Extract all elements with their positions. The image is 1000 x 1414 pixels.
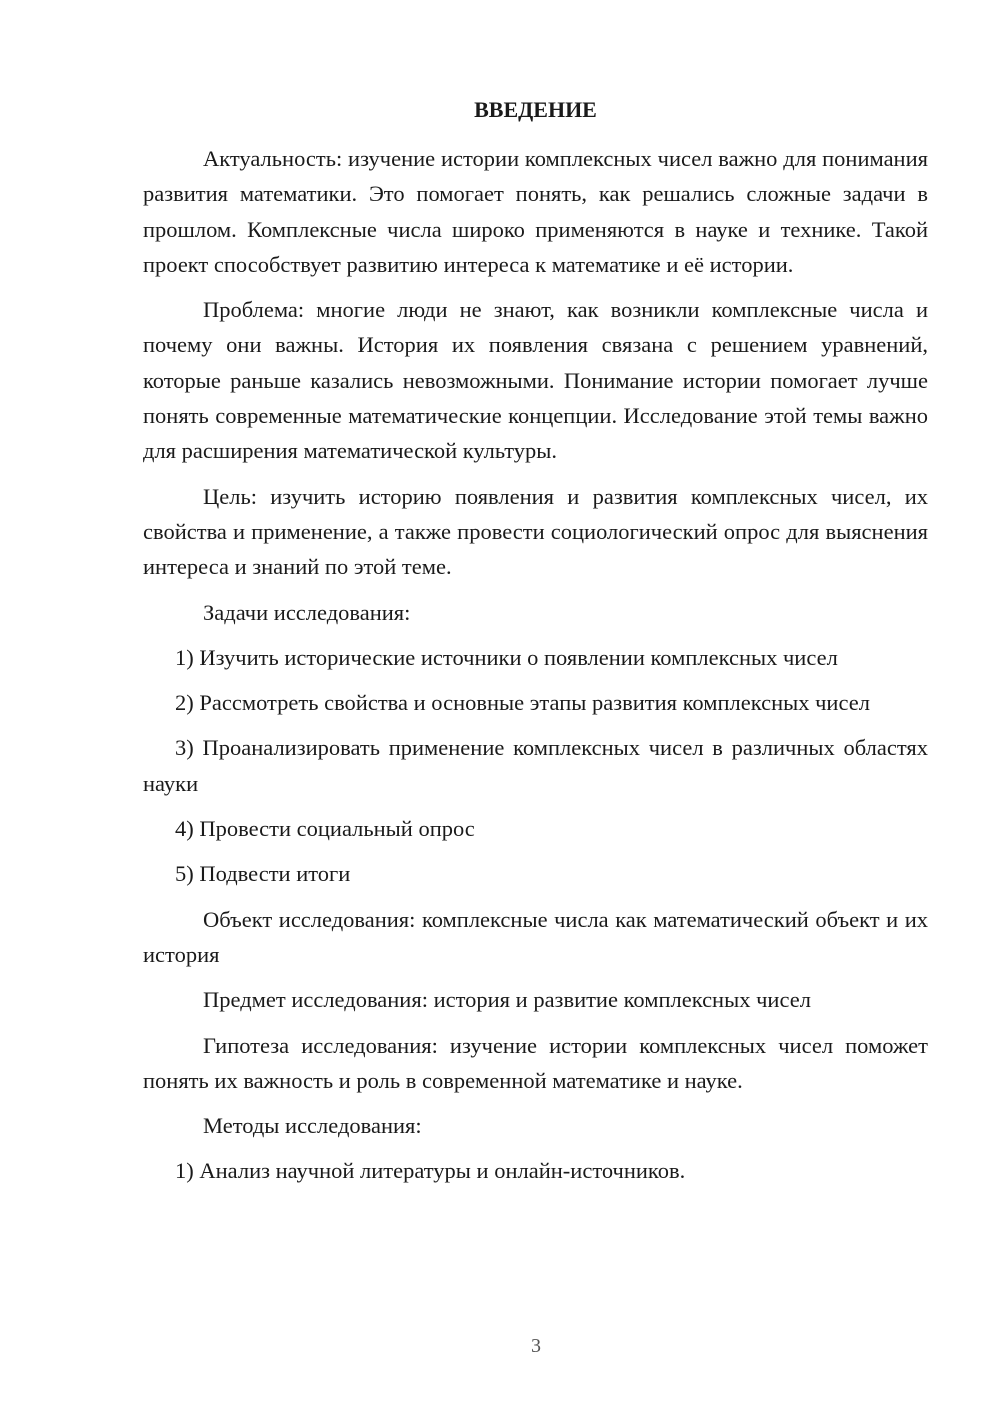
page-number: 3 xyxy=(531,1335,541,1357)
hypothesis-paragraph: Гипотеза исследования: изучение истории комплексных чисел поможет понять их важность и роль в современной математике и науке. xyxy=(143,1032,928,1093)
relevance-paragraph: Актуальность: изучение истории комплексных чисел важно для понимания развития математики. Это помогает понять, как решались сложные задачи в прошлом. Комплексные числа широко применяются в науке и технике. Такой проект способствует развитию интереса к математике и её истории. xyxy=(143,146,928,277)
goal-paragraph: Цель: изучить историю появления и развития комплексных чисел, их свойства и применение, а также провести социологический опрос для выяснения интереса и знаний по этой теме. xyxy=(143,483,928,580)
document-body xyxy=(143,92,928,1199)
task-item: 1) Изучить исторические источники о появлении комплексных чисел xyxy=(175,644,838,670)
object-paragraph: Объект исследования: комплексные числа как математический объект и их история xyxy=(143,906,928,967)
task-item: 5) Подвести итоги xyxy=(175,861,351,887)
task-item: 4) Провести социальный опрос xyxy=(175,816,475,842)
methods-heading: Методы исследования: xyxy=(203,1113,422,1139)
tasks-heading: Задачи исследования: xyxy=(203,599,411,625)
task-item: 2) Рассмотреть свойства и основные этапы развития комплексных чисел xyxy=(175,690,870,716)
task-item: 3) Проанализировать применение комплексных чисел в различных областях науки xyxy=(143,735,928,796)
method-item: 1) Анализ научной литературы и онлайн-источников. xyxy=(175,1158,686,1184)
section-title: ВВЕДЕНИЕ xyxy=(474,97,597,122)
problem-paragraph: Проблема: многие люди не знают, как возникли комплексные числа и почему они важны. История их появления связана с решением уравнений, которые раньше казались невозможными. Понимание истории помогает лучше понять современные математические концепции. Исследование этой темы важно для расширения математической культуры. xyxy=(143,297,928,464)
subject-paragraph: Предмет исследования: история и развитие комплексных чисел xyxy=(203,987,811,1013)
